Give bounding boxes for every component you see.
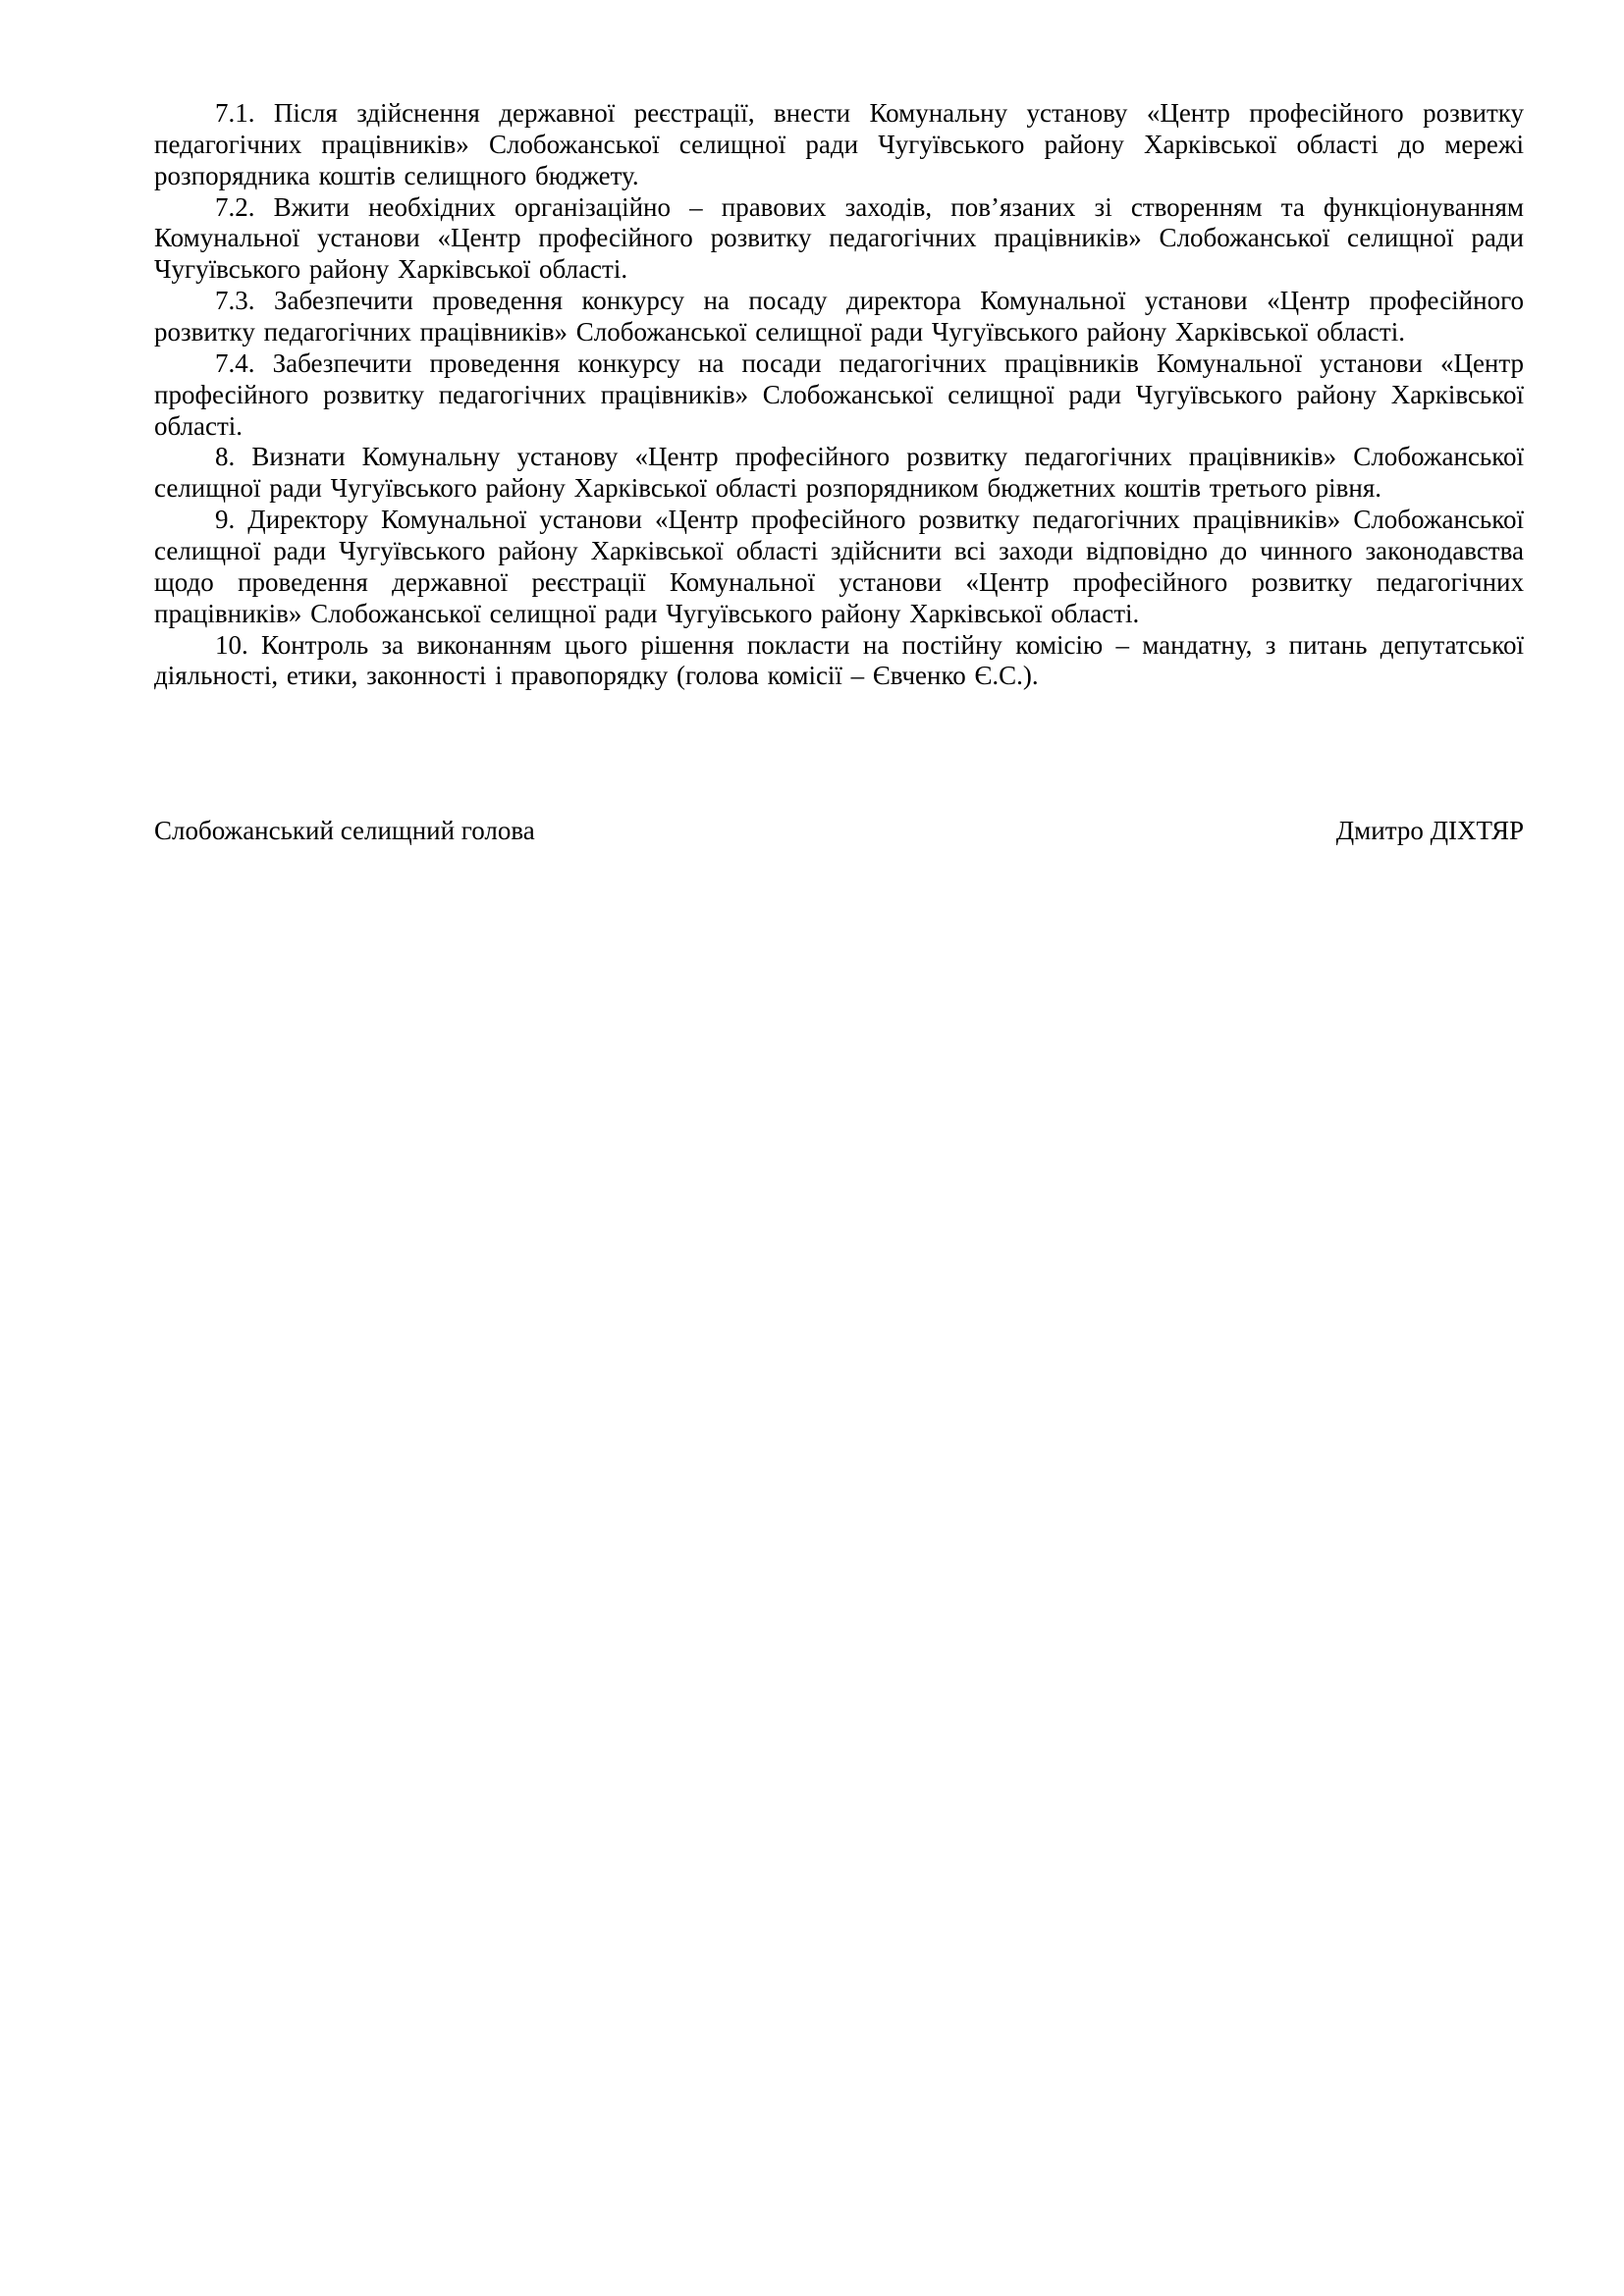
paragraph-8: 8. Визнати Комунальну установу «Центр професійного розвитку педагогічних працівників» Слобожанської селищної ради Чугуївського району Харківської області розпорядником бюджетних коштів третього рівня. xyxy=(154,442,1524,504)
paragraph-7-2: 7.2. Вжити необхідних організаційно – правових заходів, пов’язаних зі створенням та функціонуванням Комунальної установи «Центр професійного розвитку педагогічних працівників» Слобожанської селищної ради Чугуївського району Харківської області. xyxy=(154,191,1524,285)
paragraph-10: 10. Контроль за виконанням цього рішення покласти на постійну комісію – мандатну, з питань депутатської діяльності, етики, законності і правопорядку (голова комісії – Євченко Є.С.). xyxy=(154,629,1524,691)
signature-block xyxy=(154,816,1524,847)
paragraph-7-1: 7.1. Після здійснення державної реєстрації, внести Комунальну установу «Центр професійного розвитку педагогічних працівників» Слобожанської селищної ради Чугуївського району Харківської області до мережі розпорядника коштів селищного бюджету. xyxy=(154,98,1524,190)
signature-name: Дмитро ДІХТЯР xyxy=(1335,816,1524,846)
paragraph-7-3: 7.3. Забезпечити проведення конкурсу на посаду директора Комунальної установи «Центр професійного розвитку педагогічних працівників» Слобожанської селищної ради Чугуївського району Харківської області. xyxy=(154,286,1524,347)
signature-title: Слобожанський селищний голова xyxy=(154,816,535,846)
paragraph-9: 9. Директору Комунальної установи «Центр професійного розвитку педагогічних працівників» Слобожанської селищної ради Чугуївського району Харківської області здійснити всі заходи відповідно до чинного законодавства щодо проведення державної реєстрації Комунальної установи «Центр професійного розвитку педагогічних працівників» Слобожанської селищної ради Чугуївського району Харківської області. xyxy=(154,505,1524,628)
paragraph-7-4: 7.4. Забезпечити проведення конкурсу на посади педагогічних працівників Комунальної установи «Центр професійного розвитку педагогічних працівників» Слобожанської селищної ради Чугуївського району Харківської області. xyxy=(154,347,1524,441)
document-body xyxy=(154,98,1524,692)
